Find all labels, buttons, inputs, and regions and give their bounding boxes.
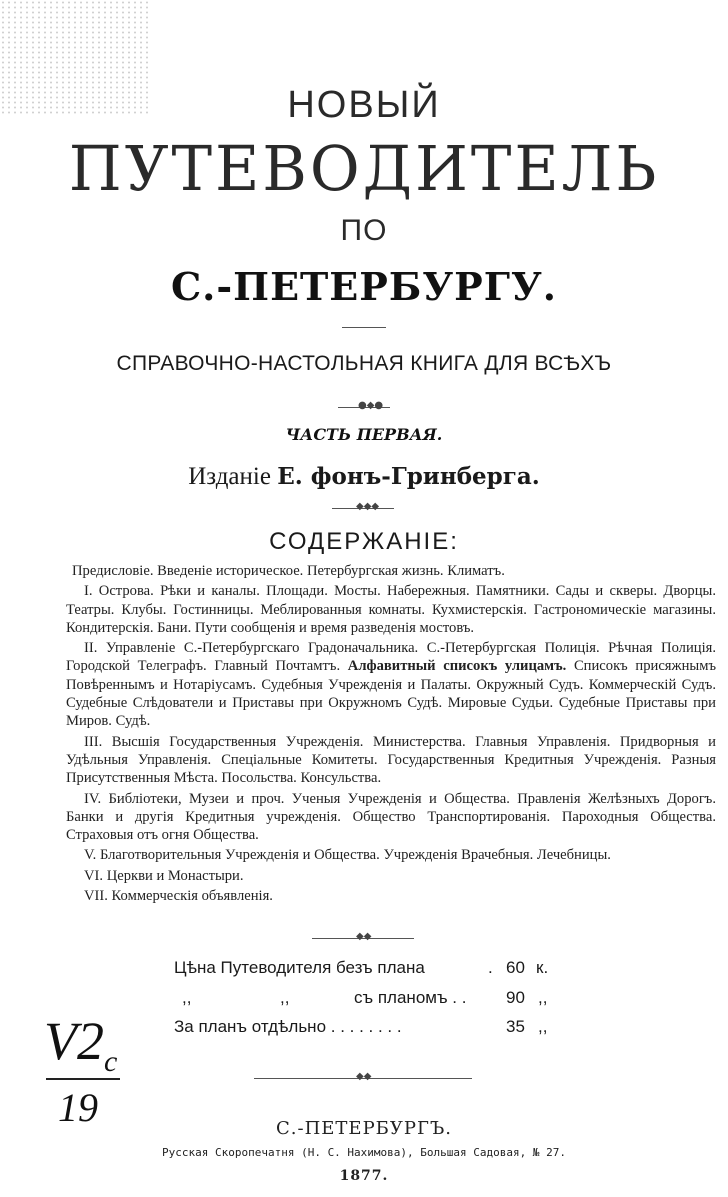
shelfmark-top-text: V2 <box>44 1011 104 1071</box>
contents-heading: СОДЕРЖАНІЕ: <box>269 528 459 555</box>
contents-section-2a: II. Управленіе С.-Петербургскаго Градоначальника. С.-Петербургская Полиція. Рѣчная Полиція. Городской Телеграфъ. Главный Почтамтъ. <box>66 640 716 675</box>
title-line-3: ПО <box>340 214 388 247</box>
contents-section-1: I. Острова. Рѣки и каналы. Площади. Мосты. Набережныя. Памятники. Сады и скверы. Дворцы. Театры. Клубы. Гостинницы. Меблированныя комнаты. Кухмистерскія. Гастрономическіе магазины. Кондитерскія. Бани. Пути сообщенія и время разведенія мостовъ. <box>66 583 716 636</box>
price-row-1-value: 60 <box>506 958 525 977</box>
divider-ornament-5: ◆◆ <box>356 1071 372 1082</box>
divider-1 <box>342 327 386 328</box>
contents-list <box>66 562 716 907</box>
part-heading: ЧАСТЬ ПЕРВАЯ. <box>285 425 443 444</box>
imprint-year: 1877. <box>339 1168 389 1184</box>
price-row-1-label: Цѣна Путеводителя безъ плана <box>174 958 425 977</box>
contents-section-4: IV. Библіотеки, Музеи и проч. Ученыя Учрежденія и Общества. Правленія Желѣзныхъ Дорогъ. Банки и другія Кредитныя учрежденія. Общество Транспортированія. Пароходныя Общества. Страховыя отъ огня Общества. <box>66 790 716 844</box>
title-line-1: НОВЫЙ <box>287 84 441 126</box>
contents-section-2 <box>66 639 716 730</box>
title-line-4: С.-ПЕТЕРБУРГУ. <box>170 264 558 309</box>
title-line-2: ПУТЕВОДИТЕЛЬ <box>68 132 660 205</box>
shelfmark-top <box>44 1010 117 1079</box>
price-row-1-dots: . <box>488 958 493 977</box>
imprint-city: С.-ПЕТЕРБУРГЪ. <box>276 1118 452 1139</box>
contents-section-2b: Списокъ присяжнымъ Повѣреннымъ и Нотаріусамъ. Судебныя Учрежденія и Палаты. Окружный Судъ. Коммерческій Судъ. Судебные Слѣдователи и Приставы при Окружномъ Судѣ. Мировые Судьи. Судебные Приставы при Миров. Судѣ. <box>66 658 716 730</box>
price-row-2-ditto-1: ,, <box>182 988 192 1007</box>
contents-section-3: III. Высшія Государственныя Учрежденія. Министерства. Главныя Управленія. Придворныя и Удѣльныя Управленія. Спеціальные Комитеты. Государственныя Кредитныя Учрежденія. Разныя Присутственныя Мѣста. Посольства. Консульства. <box>66 733 716 787</box>
contents-section-2-bold: Алфавитный списокъ улицамъ. <box>347 658 567 675</box>
price-row-3-label: За планъ отдѣльно . . . . . . . . <box>174 1017 402 1036</box>
contents-preface: Предисловіе. Введеніе историческое. Петербургская жизнь. Климатъ. <box>72 563 505 579</box>
edition-prefix: Изданіе <box>188 463 271 490</box>
price-row-2-unit: ,, <box>538 988 548 1007</box>
price-row-2-label: съ планомъ . . <box>354 988 467 1007</box>
contents-section-5: V. Благотворительныя Учрежденія и Общества. Учрежденія Врачебныя. Лечебницы. <box>84 847 611 864</box>
price-row-3-unit: ,, <box>538 1017 548 1036</box>
edition-line <box>0 463 728 491</box>
divider-ornament-3: ◆◆◆ <box>356 501 380 512</box>
price-row-2-value: 90 <box>506 988 525 1007</box>
subtitle: СПРАВОЧНО-НАСТОЛЬНАЯ КНИГА ДЛЯ ВСѢХЪ <box>116 352 612 375</box>
contents-section-7: VII. Коммерческія объявленія. <box>84 888 273 905</box>
shelfmark-line <box>46 1078 120 1080</box>
divider-ornament-4: ◆◆ <box>356 931 372 942</box>
shelfmark-sub-text: c <box>104 1044 118 1078</box>
price-row-3-value: 35 <box>506 1017 525 1036</box>
imprint-printer: Русская Скоропечатня (Н. С. Нахимова), Большая Садовая, № 27. <box>162 1146 566 1159</box>
price-row-2-ditto-2: ,, <box>280 988 290 1007</box>
edition-publisher: Е. фонъ-Гринберга. <box>277 463 540 490</box>
contents-section-6: VI. Церкви и Монастыри. <box>84 867 244 884</box>
price-row-1-unit: к. <box>536 958 549 977</box>
divider-ornament-2: ●◆● <box>358 400 384 411</box>
shelfmark-bottom: 19 <box>58 1085 98 1130</box>
